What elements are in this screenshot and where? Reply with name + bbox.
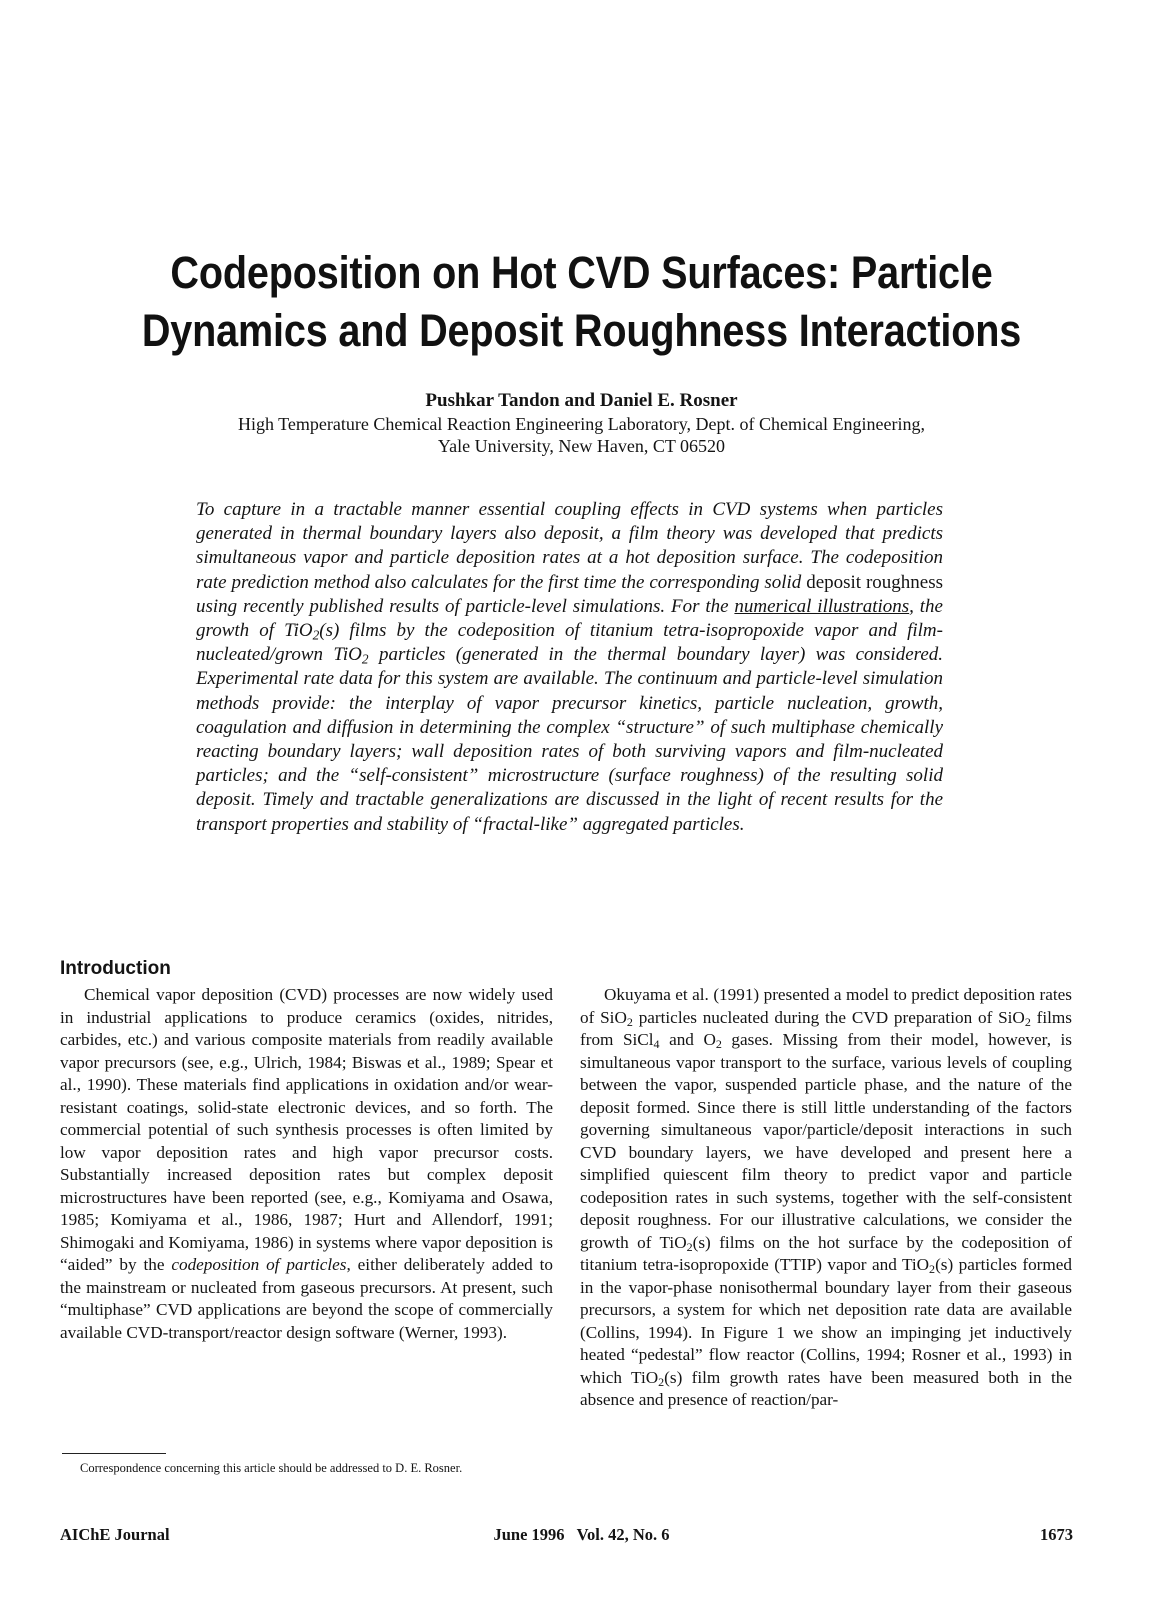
subscript: 2 xyxy=(929,1262,936,1276)
author-affiliation xyxy=(100,413,1063,457)
subscript: 2 xyxy=(361,651,369,667)
left-column xyxy=(60,984,553,1344)
paragraph-text: and O xyxy=(659,1030,716,1049)
subscript: 2 xyxy=(715,1037,722,1051)
paragraph xyxy=(60,984,553,1344)
paragraph-text: gases. Missing from their model, however, is simultaneous vapor transport to the surface, various levels of coupling between the vapor, suspended particle phase, and the nature of the deposit formed. Since there is still little understanding of the factors governing simultaneous vapor/particle/deposit interactions in such CVD boundary layers, we have developed and present here a simplified quiescent film theory to predict vapor and particle codeposition rates in such systems, together with the self-consistent deposit roughness. For our illustrative calculations, we consider the growth of TiO xyxy=(580,1030,1072,1252)
abstract-roman-term: deposit roughness xyxy=(806,571,943,593)
subscript: 4 xyxy=(653,1037,660,1051)
abstract-text: using recently published results of particle-level simulations. For the xyxy=(196,595,735,617)
subscript: 2 xyxy=(686,1239,693,1254)
abstract xyxy=(196,498,943,837)
footer-page-number: 1673 xyxy=(1040,1525,1073,1544)
paragraph-text: films from SiCl xyxy=(580,1007,1072,1049)
paragraph-text: (s) film growth rates have been measured both in the absence and presence of reaction/par- xyxy=(580,1367,1072,1409)
subscript: 2 xyxy=(1024,1014,1031,1029)
subscript: 2 xyxy=(658,1374,665,1389)
paragraph-text: (s) particles formed in the vapor-phase nonisothermal boundary layer from their gaseous precursors, a system for which net deposition rate data are available (Collins, 1994). In Figure 1 we show an impinging jet inductively heated “pedestal” flow reactor (Collins, 1994; Rosner et al., 1993) in which TiO xyxy=(580,1255,1072,1387)
paragraph-text: Okuyama et al. (1991) presented a model to predict deposition rates of SiO xyxy=(580,985,1072,1027)
correspondence-footnote: Correspondence concerning this article should be addressed to D. E. Rosner. xyxy=(80,1461,463,1475)
abstract-text: To capture in a tractable manner essential coupling effects in CVD systems when particles generated in thermal boundary layers also deposit, a film theory was developed that predicts simultaneous vapor and particle deposition rates at a hot deposition surface. The codeposition rate prediction method also calculates for the first time the corresponding solid xyxy=(196,499,943,593)
title-line-1: Codeposition on Hot CVD Surfaces: Particle xyxy=(170,247,993,298)
footer-issue-text: June 1996 Vol. 42, No. 6 xyxy=(493,1525,670,1544)
right-column xyxy=(580,984,1072,1412)
title-line-2: Dynamics and Deposit Roughness Interactions xyxy=(141,305,1022,356)
abstract-underlined-term: numerical illustrations xyxy=(734,595,910,617)
subscript: 2 xyxy=(626,1014,633,1029)
abstract-text: particles (generated in the thermal boundary layer) was considered. Experimental rate data for this system are available. The continuum and particle-level simulation methods provide: the interplay of vapor precursor kinetics, particle nucleation, growth, coagulation and diffusion in determining the complex “structure” of such multiphase chemically reacting boundary layers; wall deposition rates of both surviving vapors and film-nucleated particles; and the “self-consistent” microstructure (surface roughness) of the resulting solid deposit. Timely and tractable generalizations are discussed in the light of recent results for the transport properties and stability of “fractal-like” aggregated particles. xyxy=(196,644,943,835)
footer-issue xyxy=(0,1525,1163,1545)
paragraph-text: Chemical vapor deposition (CVD) processes are now widely used in industrial applications to produce ceramics (oxides, nitrides, carbides, etc.) and various composite materials from readily available vapor precursors (see, e.g., Ulrich, 1984; Biswas et al., 1989; Spear et al., 1990). These materials find applications in oxidation and/or wear-resistant coatings, solid-state electronic devices, and so forth. The commercial potential of such synthesis processes is often limited by low vapor deposition rates and high vapor precursor costs. Substantially increased deposition rates but complex deposit microstructures have been reported (see, e.g., Komiyama and Osawa, 1985; Komiyama et al., 1986, 1987; Hurt and Allendorf, 1991; Shimogaki and Komiyama, 1986) in systems where vapor deposition is “aided” by the xyxy=(60,985,553,1274)
paragraph-text: , either deliberately added to the mainstream or nucleated from gaseous precursors. At present, such “multiphase” CVD applications are beyond the scope of commercially available CVD-transport/reactor design software (Werner, 1993). xyxy=(60,1255,553,1342)
italic-phrase: codeposition of particles xyxy=(171,1255,347,1274)
footer-journal-name: AIChE Journal xyxy=(60,1525,170,1544)
footnote-divider xyxy=(62,1453,166,1454)
affiliation-line-1: High Temperature Chemical Reaction Engineering Laboratory, Dept. of Chemical Engineering, xyxy=(237,414,925,434)
abstract-text: , the growth of TiO xyxy=(196,595,943,642)
paragraph xyxy=(580,984,1072,1412)
affiliation-line-2: Yale University, New Haven, CT 06520 xyxy=(437,436,726,456)
paragraph-text: particles nucleated during the CVD preparation of SiO xyxy=(632,1007,1025,1027)
article-title xyxy=(123,244,1041,360)
abstract-text: (s) films by the codeposition of titanium tetra-isopropoxide vapor and film-nucleated/grown TiO xyxy=(196,620,943,666)
section-heading-introduction: Introduction xyxy=(60,958,171,979)
subscript: 2 xyxy=(312,627,320,643)
paragraph-text: (s) films on the hot surface by the codeposition of titanium tetra-isopropoxide (TTIP) vapor and TiO xyxy=(580,1232,1072,1274)
author-names: Pushkar Tandon and Daniel E. Rosner xyxy=(425,390,738,411)
